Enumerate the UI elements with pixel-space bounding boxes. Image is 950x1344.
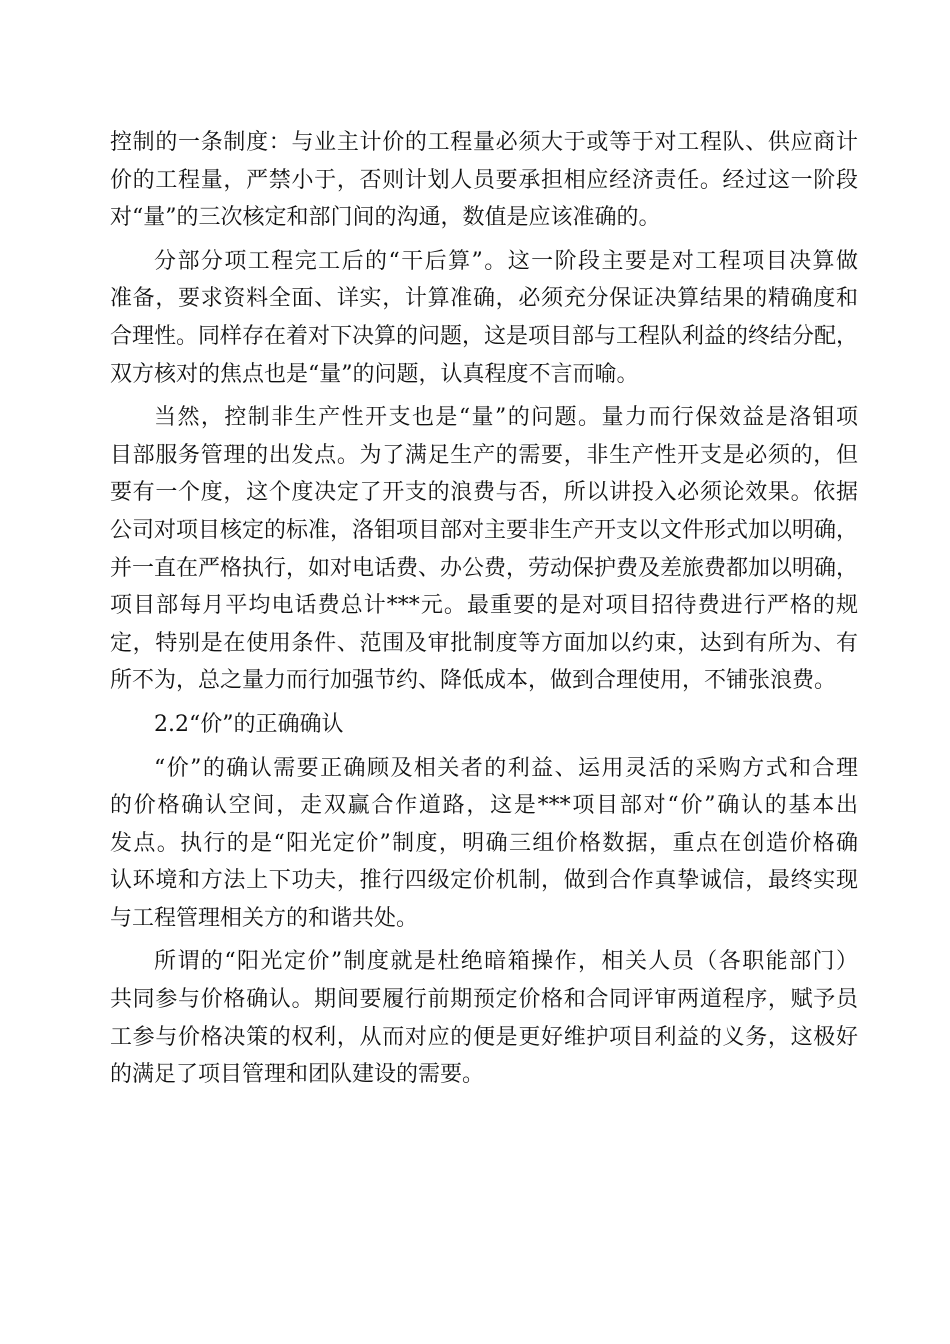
text-line: 准备，要求资料全面、详实，计算准确，必须充分保证决算结果的精确度和 xyxy=(110,286,858,312)
text-line: 并一直在严格执行，如对电话费、办公费，劳动保护费及差旅费都加以明确， xyxy=(110,555,859,581)
text-line: 价的工程量，严禁小于，否则计划人员要承担相应经济责任。经过这一阶段 xyxy=(110,167,858,193)
paragraph-5 xyxy=(110,943,858,1093)
text-line: 控制的一条制度：与业主计价的工程量必须大于或等于对工程队、供应商计 xyxy=(110,130,858,155)
text-line: 发点。执行的是“阳光定价”制度，明确三组价格数据，重点在创造价格确 xyxy=(110,830,858,856)
text-line: 双方核对的焦点也是“量”的问题，认真程度不言而喻。 xyxy=(110,361,639,387)
text-line: 目部服务管理的出发点。为了满足生产的需要，非生产性开支是必须的，但 xyxy=(110,442,858,468)
text-line: 的价格确认空间，走双赢合作道路，这是***项目部对“价”确认的基本出 xyxy=(110,793,858,819)
text-line: “价”的确认需要正确顾及相关者的利益、运用灵活的采购方式和合理 xyxy=(154,755,858,781)
text-line: 所谓的“阳光定价”制度就是杜绝暗箱操作，相关人员（各职能部门） xyxy=(154,949,858,975)
text-line: 公司对项目核定的标准，洛钼项目部对主要非生产开支以文件形式加以明确， xyxy=(110,517,859,543)
text-line: 与工程管理相关方的和谐共处。 xyxy=(110,905,419,931)
text-line: 要有一个度，这个度决定了开支的浪费与否，所以讲投入必须论效果。依据 xyxy=(110,480,858,506)
text-line: 所不为，总之量力而行加强节约、降低成本，做到合理使用，不铺张浪费。 xyxy=(110,668,837,694)
text-line: 项目部每月平均电话费总计***元。最重要的是对项目招待费进行严格的规 xyxy=(110,593,858,619)
text-line: 定，特别是在使用条件、范围及审批制度等方面加以约束，达到有所为、有 xyxy=(110,630,858,656)
paragraph-2 xyxy=(110,243,858,393)
document-body xyxy=(110,124,858,1100)
text-line: 认环境和方法上下功夫，推行四级定价机制，做到合作真挚诚信，最终实现 xyxy=(110,868,858,894)
paragraph-4 xyxy=(110,750,858,938)
paragraph-1 xyxy=(110,124,858,237)
section-heading: 2.2“价”的正确确认 xyxy=(154,711,344,737)
paragraph-3 xyxy=(110,399,858,700)
text-line: 当然，控制非生产性开支也是“量”的问题。量力而行保效益是洛钼项 xyxy=(154,405,858,431)
text-line: 合理性。同样存在着对下决算的问题，这是项目部与工程队利益的终结分配， xyxy=(110,323,859,349)
text-line: 对“量”的三次核定和部门间的沟通，数值是应该准确的。 xyxy=(110,205,661,231)
text-line: 分部分项工程完工后的“干后算”。这一阶段主要是对工程项目决算做 xyxy=(154,248,858,274)
text-line: 的满足了项目管理和团队建设的需要。 xyxy=(110,1062,485,1088)
text-line: 工参与价格决策的权利，从而对应的便是更好维护项目利益的义务，这极好 xyxy=(110,1024,858,1050)
text-line: 共同参与价格确认。期间要履行前期预定价格和合同评审两道程序，赋予员 xyxy=(110,987,858,1013)
